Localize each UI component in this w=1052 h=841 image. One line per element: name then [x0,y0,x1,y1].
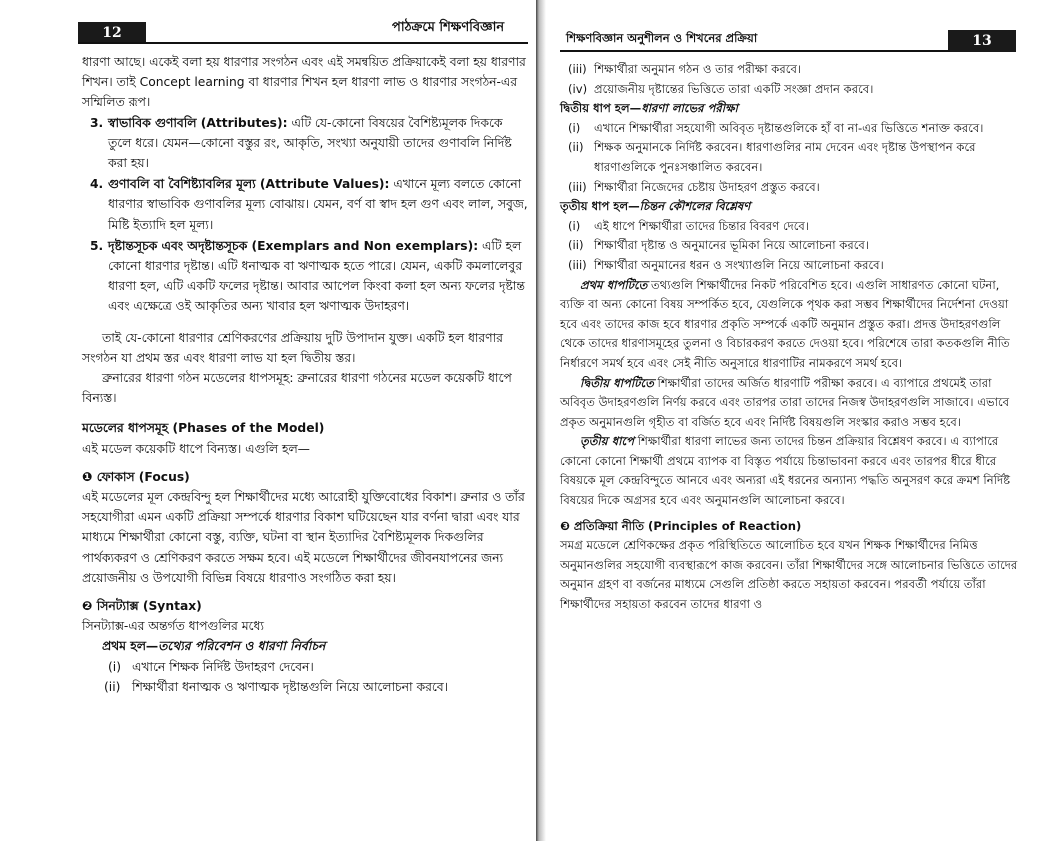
phases-heading: মডেলের ধাপসমূহ (Phases of the Model) [82,421,325,436]
list-item-text: এটি যে-কোনো বিষয়ের বৈশিষ্ট্যমূলক দিককে তুলে ধরে। যেমন—কোনো বস্তুর রং, আকৃতি, সংখ্যা অনুযায়ী তাদের গুণাবলি নির্দিষ্ট করা হয়। [108,115,512,171]
header-rule [78,42,528,44]
right-page [546,0,1052,841]
book-gutter [536,0,546,841]
list-item: (ii) শিক্ষক অনুমানকে নির্দিষ্ট করবেন। ধারণাগুলির নাম দেবেন এবং দৃষ্টান্ত উপস্থাপন করে ধারণাগুলিকে পুনঃসঞ্চালিত করবেন। [568,140,976,174]
first-phase-paragraph: প্রথম ধাপটিতে তথ্যগুলি শিক্ষার্থীদের নিকট পরিবেশিত হবে। এগুলি সাধারণত কোনো ঘটনা, ব্যক্তি বা অন্য কোনো বিষয় সম্পর্কিত হবে, যেগুলিকে পৃথক করা সম্ভব শিক্ষার্থীদের নির্দেশনা দেওয়া হবে এবং তাদের কাজ হবে ধারণার প্রকৃতি সম্পর্কে একটি অনুমান প্রস্তুত করা। প্রদত্ত উদাহরণগুলি থেকে তাদের ধারণাসমূহের তুলনা ও বিচারকরণ করতে দেওয়া হবে। পরিশেষে তারা কতকগুলি নীতি নির্ধারণে সমর্থ হবে এবং সেই নীতি অনুসারে ধারণাটির নামকরণে সমর্থ হবে। [560,277,1010,370]
step-one-heading: প্রথম হল—তথ্যের পরিবেশন ও ধারণা নির্বাচন [102,639,326,654]
list-item: (iii) শিক্ষার্থীরা নিজেদের চেষ্টায় উদাহরণ প্রস্তুত করবে। [568,179,820,194]
step-three-heading: তৃতীয় ধাপ হল—চিন্তন কৌশলের বিশ্লেষণ [560,199,751,214]
page-number-tab: 12 [78,22,146,44]
list-item: 4. গুণাবলি বা বৈশিষ্ট্যাবলির মূল্য (Attribute Values): এখানে মূল্য বলতে কোনো ধারণার স্বাভাবিক গুণাবলির মূল্য বোঝায়। যেমন, বর্ণ বা স্বাদ হল গুণ এবং লাল, সবুজ, মিষ্টি ইত্যাদি হল মূল্য। [90,177,528,232]
list-item: (ii) শিক্ষার্থীরা দৃষ্টান্ত ও অনুমানের ভূমিকা নিয়ে আলোচনা করবে। [568,238,869,253]
third-phase-paragraph: তৃতীয় ধাপে শিক্ষার্থীরা ধারণা লাভের জন্য তাদের চিন্তন প্রক্রিয়ার বিশ্লেষণ করবে। এ ব্যাপারে কোনো কোনো শিক্ষার্থী প্রথমে ব্যাপক বা বিস্তৃত পর্যায়ে চিন্তাভাবনা করবে এবং তারপর ধীরে ধীরে বিষয়কে মূল কেন্দ্রবিন্দুতে আনবে এবং অন্যরা এই ধরনের অন্যান্য পদ্ধতি অনুসরণ করে ক্রমশ নির্দিষ্ট বিষয়ের দিকে অগ্রসর হবে এবং অনুমানগুলি আলোচনা করবে। [560,434,1011,508]
focus-text: এই মডেলের মূল কেন্দ্রবিন্দু হল শিক্ষার্থীদের মধ্যে আরোহী যুক্তিবোধের বিকাশ। ব্রুনার ও তাঁর সহযোগীরা এমন একটি প্রক্রিয়া সম্পর্কে ধারণার বিকাশ ঘটিয়েছেন যার বর্ণনা দ্বারা এবং যার মাধ্যমে শিক্ষার্থীরা কোনো বস্তু, ব্যক্তি, ঘটনা বা স্থান ইত্যাদির বৈশিষ্ট্যমূলক দিকগুলির পার্থক্যকরণ ও শ্রেণিকরণ করতে সক্ষম হবে। এই মডেলে শিক্ষার্থীদের জীবনযাপনের জন্য প্রয়োজনীয় ও উপযোগী বিভিন্ন বিষয়ে ধারণাও সংগঠিত করা হয়। [82,490,525,585]
right-page-body [560,60,1018,615]
syntax-intro: সিনট্যাক্স-এর অন্তর্গত ধাপগুলির মধ্যে [82,619,264,634]
focus-heading: ❶ ফোকাস (Focus) [82,469,190,484]
bruner-paragraph: ব্রুনারের ধারণা গঠন মডেলের ধাপসমূহ: ব্রুনারের ধারণা গঠনের মডেল কয়েকটি ধাপে বিন্যস্ত। [82,371,512,406]
syntax-heading: ❷ সিনট্যাক্স (Syntax) [82,599,202,614]
list-item: (iv) প্রয়োজনীয় দৃষ্টান্তের ভিত্তিতে তারা একটি সংজ্ঞা প্রদান করবে। [568,81,874,96]
second-phase-paragraph: দ্বিতীয় ধাপটিতে শিক্ষার্থীরা তাদের অর্জিত ধারণাটি পরীক্ষা করবে। এ ব্যাপারে প্রথমেই তারা অবিবৃত উদাহরণগুলি নির্ণয় করবে এবং তারপর তারা তাদের নিজস্ব উদাহরণগুলি সাজাবে। এভাবে প্রকৃত অনুমানগুলি গৃহীত বা বর্জিত হবে এবং নির্দিষ্ট বিষয়গুলি সংস্কার করাও সম্ভব হবে। [560,375,1010,429]
left-page-body [82,52,528,697]
list-item: 5. দৃষ্টান্তসূচক এবং অদৃষ্টান্তসূচক (Exemplars and Non exemplars): এটি হল কোনো ধারণার দৃষ্টান্ত। এটি ধনাত্মক বা ঋণাত্মক হতে পারে। যেমন, একটি কমলালেবুর ধারণা হল, এটি একটি ফলের দৃষ্টান্ত। আবার আপেল কিংবা কলা হল অন্য ফলের দৃষ্টান্ত এবং এক্ষেত্রে ওই আকৃতির অন্য খাবার হল ঋণাত্মক উদাহরণ। [90,238,525,314]
list-item: (ii) শিক্ষার্থীরা ধনাত্মক ও ঋণাত্মক দৃষ্টান্তগুলি নিয়ে আলোচনা করবে। [104,679,449,694]
list-item-title: গুণাবলি বা বৈশিষ্ট্যাবলির মূল্য (Attribute Values): [108,177,390,192]
list-item-text: এখানে মূল্য বলতে কোনো ধারণার স্বাভাবিক গুণাবলির মূল্য বোঝায়। যেমন, বর্ণ বা স্বাদ হল গুণ এবং লাল, সবুজ, মিষ্টি ইত্যাদি হল মূল্য। [108,177,528,232]
list-item-text: এটি হল কোনো ধারণার দৃষ্টান্ত। এটি ধনাত্মক বা ঋণাত্মক হতে পারে। যেমন, একটি কমলালেবুর ধারণা হল, এটি একটি ফলের দৃষ্টান্ত। আবার আপেল কিংবা কলা হল অন্য ফলের দৃষ্টান্ত এবং এক্ষেত্রে ওই আকৃতির অন্য খাবার হল ঋণাত্মক উদাহরণ। [108,238,525,314]
list-item: 3. স্বাভাবিক গুণাবলি (Attributes): এটি যে-কোনো বিষয়ের বৈশিষ্ট্যমূলক দিককে তুলে ধরে। যেমন—কোনো বস্তুর রং, আকৃতি, সংখ্যা অনুযায়ী তাদের গুণাবলি নির্দিষ্ট করা হয়। [90,115,512,171]
list-item: (i) এখানে শিক্ষক নির্দিষ্ট উদাহরণ দেবেন। [108,659,314,674]
header-rule [560,50,950,52]
phases-intro: এই মডেল কয়েকটি ধাপে বিন্যস্ত। এগুলি হল— [82,441,310,456]
list-item: (iii) শিক্ষার্থীরা অনুমান গঠন ও তার পরীক্ষা করবে। [568,62,802,76]
page-number-tab: 13 [948,30,1016,52]
attribute-list [82,113,528,317]
list-item: (i) এখানে শিক্ষার্থীরা সহযোগী অবিবৃত দৃষ্টান্তগুলিকে হাঁ বা না-এর ভিত্তিতে শনাক্ত করবে। [568,120,984,135]
running-head: পাঠক্রমে শিক্ষণবিজ্ঞান [392,20,505,35]
running-head: শিক্ষণবিজ্ঞান অনুশীলন ও শিখনের প্রক্রিয়া [566,31,758,45]
classification-paragraph: তাই যে-কোনো ধারণার শ্রেণিকরণের প্রক্রিয়ায় দুটি উপাদান যুক্ত। একটি হল ধারণার সংগঠন যা প্রথম স্তর এবং ধারণা লাভ যা হল দ্বিতীয় স্তর। [82,330,503,365]
intro-paragraph: ধারণা আছে। একেই বলা হয় ধারণার সংগঠন এবং এই সমন্বয়িত প্রক্রিয়াকেই বলা হয় ধারণার শিখন। তাই Concept learning বা ধারণার শিখন হল ধারণা লাভ ও ধারণার সংগঠন-এর সম্মিলিত রূপ। [82,55,526,110]
reaction-text: সমগ্র মডেলে শ্রেণিকক্ষের প্রকৃত পরিস্থিতিতে আলোচিত হবে যখন শিক্ষক শিক্ষার্থীদের নিমিত্ত অনুমানগুলির সহযোগী ব্যবস্থারূপে কাজ করবেন। তাঁরা শিক্ষার্থীদের সঙ্গে আলোচনার ভিত্তিতে তাদের অনুমান গ্রহণ বা বর্জনের মাধ্যমে সেগুলি প্রতিষ্ঠা করতে সহায়তা করবেন। পরবর্তী পর্যায়ে তাঁরা শিক্ষার্থীদের সহায়তা করবেন তাদের ধারণা ও [560,538,1018,612]
list-item: (i) এই ধাপে শিক্ষার্থীরা তাদের চিন্তার বিবরণ দেবে। [568,218,809,233]
list-item: (iii) শিক্ষার্থীরা অনুমানের ধরন ও সংখ্যাগুলি নিয়ে আলোচনা করবে। [568,257,884,272]
list-item-title: স্বাভাবিক গুণাবলি (Attributes): [108,115,288,130]
step-two-heading: দ্বিতীয় ধাপ হল—ধারণা লাভের পরীক্ষা [560,101,738,116]
list-item-title: দৃষ্টান্তসূচক এবং অদৃষ্টান্তসূচক (Exemplars and Non exemplars): [108,238,479,253]
reaction-heading: ❸ প্রতিক্রিয়া নীতি (Principles of Reaction) [560,518,802,533]
